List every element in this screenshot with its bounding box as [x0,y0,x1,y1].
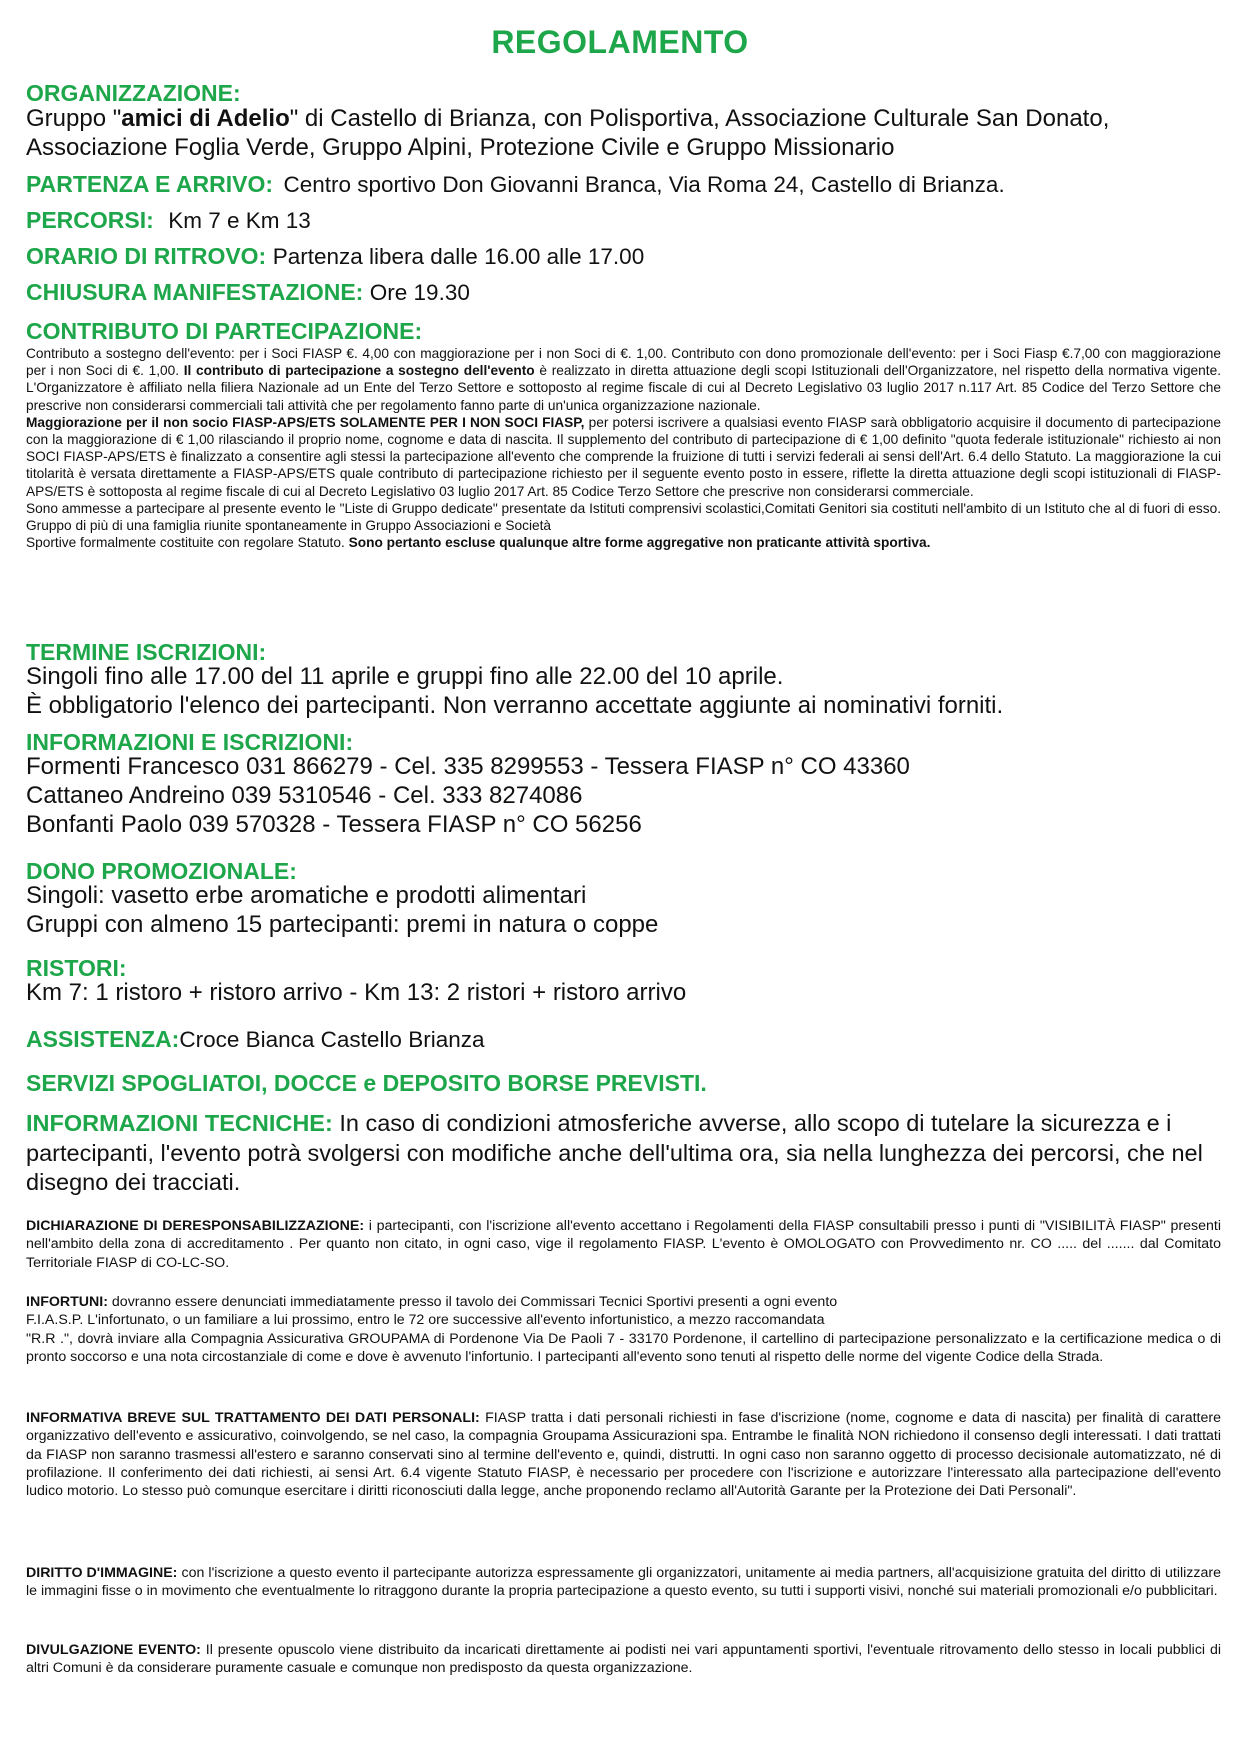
orario-value: Partenza libera dalle 16.00 alle 17.00 [272,244,645,269]
contributo-label: CONTRIBUTO DI PARTECIPAZIONE: [26,318,423,344]
informazioni-section [26,729,1221,839]
infortuni-label: INFORTUNI: [26,1294,108,1310]
privacy-text: FIASP tratta i dati personali richiesti in fase d'iscrizione (nome, cognome e data di nascita) per finalità di carattere organizzativo dell'evento e assicurativo, coinvolgendo, se nel caso, la compagnia Groupama Assicurazioni spa. Entrambe le finalità NON richiedono il consenso degli interessati. I dati trattati da FIASP non saranno trasmessi all'estero e saranno conservati sino al termine dell'evento e, quindi, distrutti. In ogni caso non saranno oggetto di processo decisionale automatizzato, né di profilazione. Il conferimento dei dati richiesti, ai sensi Art. 6.4 vigente Statuto FIASP, è necessario per procedere con l'iscrizione e autorizzare l'interessato alla partecipazione dell'evento ludico motorio. Lo stesso può comunque esercitare i diritti riconosciuti dalla legge, anche proponendo reclamo all'Autorità Garante per la Protezione dei Dati Personali". [26,1410,1221,1500]
ristori-value: Km 7: 1 ristoro + ristoro arrivo - Km 13: 2 ristori + ristoro arrivo [26,979,687,1006]
servizi-text: SERVIZI SPOGLIATOI, DOCCE e DEPOSITO BORSE PREVISTI. [26,1070,707,1096]
privacy-label: INFORMATIVA BREVE SUL TRATTAMENTO DEI DATI PERSONALI: [26,1410,480,1426]
orario-section [26,243,1221,270]
dichiarazione-label: DICHIARAZIONE DI DERESPONSABILIZZAZIONE: [26,1218,365,1234]
partenza-label: PARTENZA E ARRIVO: [26,171,274,197]
privacy-section [26,1409,1221,1500]
dichiarazione-section [26,1217,1221,1272]
contacts-list [26,752,1221,839]
contributo-section [26,318,1221,551]
immagine-section [26,1564,1221,1601]
dono-section [26,858,1221,939]
partenza-value: Centro sportivo Don Giovanni Branca, Via Roma 24, Castello di Brianza. [283,172,1005,197]
tecniche-label: INFORMAZIONI TECNICHE: [26,1110,333,1136]
assistenza-label: ASSISTENZA: [26,1026,180,1052]
servizi-section [26,1070,1221,1097]
divulgazione-section [26,1641,1221,1678]
contact-item: Formenti Francesco 031 866279 - Cel. 335 8299553 - Tessera FIASP n° CO 43360 [26,753,910,780]
organizzazione-section [26,80,1221,162]
chiusura-value: Ore 19.30 [369,280,470,305]
divulgazione-text: Il presente opuscolo viene distribuito da incaricati direttamente ai podisti nei vari appuntamenti sportivi, l'eventuale ritrovamento dello stesso in locali pubblici di altri Comuni è da considerare puramente casuale e comunque non predisposto da questa organizzazione. [26,1642,1221,1677]
dono-label: DONO PROMOZIONALE: [26,858,297,884]
chiusura-label: CHIUSURA MANIFESTAZIONE: [26,279,364,305]
orario-label: ORARIO DI RITROVO: [26,243,267,269]
contact-item: Cattaneo Andreino 039 5310546 - Cel. 333 8274086 [26,782,583,809]
termine-label: TERMINE ISCRIZIONI: [26,639,267,665]
divulgazione-label: DIVULGAZIONE EVENTO: [26,1642,201,1658]
ristori-label: RISTORI: [26,955,127,981]
organizzazione-text: Gruppo "amici di Adelio" di Castello di Brianza, con Polisportiva, Associazione Culturale San Donato, Associazione Foglia Verde, Gruppo Alpini, Protezione Civile e Gruppo Missionario [26,105,1110,161]
termine-text: Singoli fino alle 17.00 del 11 aprile e gruppi fino alle 22.00 del 10 aprile. È obbligatorio l'elenco dei partecipanti. Non verranno accettate aggiunte ai nominativi forniti. [26,663,1004,719]
infortuni-section: INFORTUNI: dovranno essere denunciati immediatamente presso il tavolo dei Commissari Tecnici Sportivi presenti a ogni evento F.I.A.S.P. L'infortunato, o un familiare a lui prossimo, entro le 72 ore successive all'evento infortunistico, a mezzo raccomandata "R.R .", dovrà inviare alla Compagnia Assicurativa GROUPAMA di Pordenone Via De Paoli 7 - 33170 Pordenone, il cartellino di partecipazione personalizzato e la certificazione medica o di pronto soccorso e una nota circostanziale di come e dove è avvenuto l'infortunio. I partecipanti all'evento sono tenuti al rispetto delle norme del vigente Codice della Strada. [26,1294,1221,1365]
assistenza-section [26,1026,1221,1053]
percorsi-value: Km 7 e Km 13 [168,208,311,233]
assistenza-value: Croce Bianca Castello Brianza [179,1027,485,1052]
tecniche-text: In caso di condizioni atmosferiche avverse, allo scopo di tutelare la sicurezza e i partecipanti, l'evento potrà svolgersi con modifiche anche dell'ultima ora, sia nella lunghezza dei percorsi, che nel disegno dei tracciati. [26,1110,1203,1195]
percorsi-label: PERCORSI: [26,207,154,233]
dichiarazione-text: i partecipanti, con l'iscrizione all'evento accettano i Regolamenti della FIASP consultabili presso i punti di "VISIBILITÀ FIASP" presenti nell'ambito della zona di accreditamento . Per quanto non citato, in ogni caso, vige il regolamento FIASP. L'evento è OMOLOGATO con Provvedimento nr. CO ..... del ....... dal Comitato Territoriale FIASP di CO-LC-SO. [26,1218,1221,1271]
dono-text: Singoli: vasetto erbe aromatiche e prodotti alimentari Gruppi con almeno 15 partecipanti: premi in natura o coppe [26,882,659,938]
ristori-section [26,955,1221,1007]
immagine-text: con l'iscrizione a questo evento il partecipante autorizza espressamente gli organizzatori, unitamente ai media partners, all'acquisizione gratuita del diritto di utilizzare le immagini fisse o in movimento che eventualmente lo ritraggono durante la propria partecipazione a questo evento, su tutti i supporti visivi, nonché sui materiali promozionali e/o pubblicitari. [26,1565,1221,1600]
organizzazione-label: ORGANIZZAZIONE: [26,80,241,106]
tecniche-section [26,1109,1221,1198]
page-title: REGOLAMENTO [491,24,749,60]
partenza-section [26,171,1221,198]
contributo-text: Contributo a sostegno dell'evento: per i Soci FIASP €. 4,00 con maggiorazione per i non Soci di €. 1,00. Contributo con dono promozionale dell'evento: per i Soci Fiasp €.7,00 con maggiorazione per i non Soci di €. 1,00. Il contributo di partecipazione a sostegno dell'evento è realizzato in diretta attuazione degli scopi Istituzionali dell'Organizzatore, nel rispetto della normativa vigente. L'Organizzatore è affiliato nella filiera Nazionale ad un Ente del Terzo Settore e sottoposto al regime fiscale di cui al Decreto Legislativo 03 luglio 2017 n.117 Art. 85 Codice del Terzo Settore che prescrive non considerarsi commerciali tali attività che per regolamento fanno parte di un'unica organizzazione nazionale. Maggiorazione per il non socio FIASP-APS/ETS SOLAMENTE PER I NON SOCI FIASP, per potersi iscrivere a qualsiasi evento FIASP sarà obbligatorio acquisire il documento di partecipazione con la maggiorazione di € 1,00 rilasciando il proprio nome, cognome e data di nascita. Il supplemento del contributo di partecipazione di € 1,00 definito "quota federale istituzionale" richiesto ai non SOCI FIASP-APS/ETS è finalizzato a consentire agli stessi la partecipazione all'evento che comprende la fruizione di tutti i servizi federali ai sensi dell'Art. 6.4 dello Statuto. La maggiorazione la cui titolarità è versata direttamente a FIASP-APS/ETS quale contributo di partecipazione richiesto per il seguente evento posto in essere, riflette la diretta attuazione degli scopi istituzionali di FIASP-APS/ETS è sottoposta al regime fiscale di cui al Decreto Legislativo 03 luglio 2017 Art. 85 Codice Terzo Settore che prescrive non considerarsi commerciale. Sono ammesse a partecipare al presente evento le "Liste di Gruppo dedicate" presentate da Istituti comprensivi scolastici,Comitati Genitori sia costituti nell'ambito di un Istituto che al di fuori di esso. Gruppo di più di una famiglia riunite spontaneamente in Gruppo Associazioni e Società Sportive formalmente costituite con regolare Statuto. Sono pertanto escluse qualunque altre forme aggregative non praticante attività sportiva. [26,346,1221,551]
chiusura-section [26,279,1221,306]
termine-section [26,639,1221,720]
immagine-label: DIRITTO D'IMMAGINE: [26,1565,178,1581]
contact-item: Bonfanti Paolo 039 570328 - Tessera FIASP n° CO 56256 [26,811,642,838]
informazioni-label: INFORMAZIONI E ISCRIZIONI: [26,729,354,755]
percorsi-section [26,207,1221,234]
